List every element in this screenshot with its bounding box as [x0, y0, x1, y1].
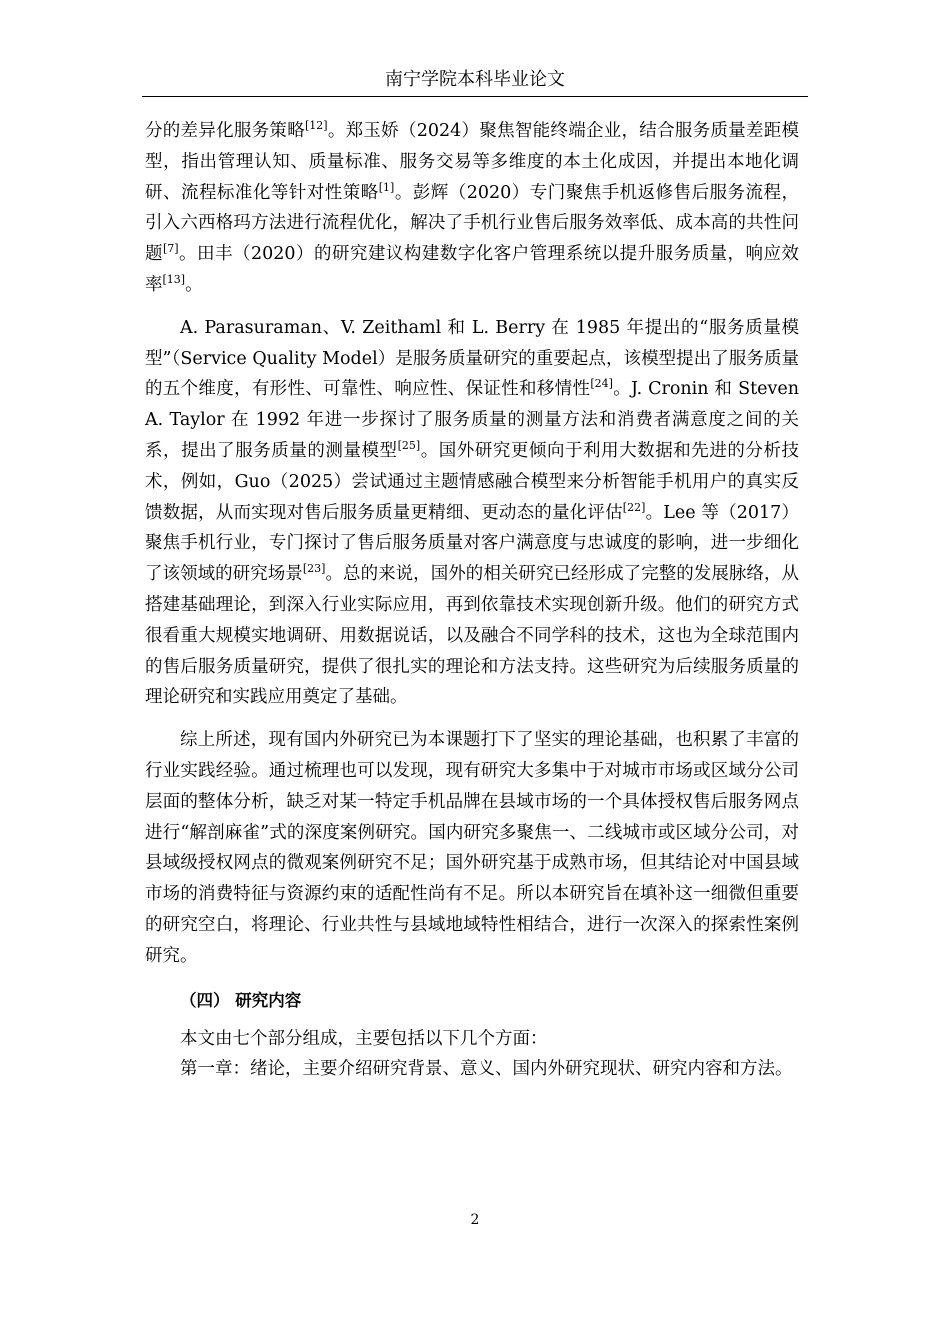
- paragraph-2-text: 。Lee 等（2017）聚焦手机行业，专门探讨了售后服务质量对客户满意度与忠诚度的影响，进一步细化了该领域的研究场景: [145, 502, 799, 585]
- citation-ref: [23]: [302, 562, 326, 576]
- citation-ref: [22]: [622, 500, 646, 514]
- citation-ref: [12]: [304, 119, 328, 133]
- paragraph-2-text: 。国外研究更倾向于利用大数据和先进的分析技术，例如，Guo（2025）尝试通过主题情感融合模型来分析智能手机用户的真实反馈数据，从而实现对售后服务质量更精细、更动态的量化评估: [145, 440, 799, 523]
- paragraph-2-text: A. Parasuraman、V. Zeithaml 和 L. Berry 在 1985 年提出的“服务质量模型”（Service Quality Model）是服务质量研究的重要起点，该模型提出了服务质量的五个维度，有形性、可靠性、响应性、保证性和移情性: [145, 317, 799, 400]
- section-heading: （四） 研究内容: [180, 990, 302, 1010]
- citation-ref: [1]: [378, 180, 395, 194]
- page-number: 2: [470, 1212, 480, 1228]
- paragraph-3: 综上所述，现有国内外研究已为本课题打下了坚实的理论基础，也积累了丰富的行业实践经验。通过梳理也可以发现，现有研究大多集中于对城市市场或区域分公司层面的整体分析，缺乏对某一特定手机品牌在县域市场的一个具体授权售后服务网点进行“解剖麻雀”式的深度案例研究。国内研究多聚焦一、二线城市或区域分公司，对县域级授权网点的微观案例研究不足；国外研究基于成熟市场，但其结论对中国县域市场的消费特征与资源约束的适配性尚有不足。所以本研究旨在填补这一细微但重要的研究空白，将理论、行业共性与县域地域特性相结合，进行一次深入的探索性案例研究。: [145, 730, 799, 966]
- paragraph-1-text: 。田丰（2020）的研究建议构建数字化客户管理系统以提升服务质量，响应效率: [145, 244, 799, 295]
- paragraph-5: 第一章：绪论，主要介绍研究背景、意义、国内外研究现状、研究内容和方法。: [180, 1059, 793, 1080]
- paragraph-2-text: 。总的来说，国外的相关研究已经形成了完整的发展脉络，从搭建基础理论，到深入行业实际应用，再到依靠技术实现创新升级。他们的研究方式很看重大规模实地调研、用数据说话，以及融合不同学科的技术，这也为全球范围内的售后服务质量研究，提供了很扎实的理论和方法支持。这些研究为后续服务质量的理论研究和实践应用奠定了基础。: [145, 564, 800, 708]
- citation-ref: [24]: [590, 377, 613, 391]
- paragraph-1-text: 。彭辉（2020）专门聚焦手机返修售后服务流程，引入六西格玛方法进行流程优化，解决了手机行业售后服务效率低、成本高的共性问题: [145, 182, 799, 265]
- citation-ref: [25]: [397, 439, 421, 453]
- running-header: 南宁学院本科毕业论文: [385, 69, 565, 90]
- paragraph-4: 本文由七个部分组成，主要包括以下几个方面：: [180, 1028, 548, 1049]
- citation-ref: [7]: [162, 242, 179, 256]
- paragraph-1-text: 。郑玉娇（2024）聚焦智能终端企业，结合服务质量差距模型，指出管理认知、质量标准、服务交易等多维度的本土化成因，并提出本地化调研、流程标准化等针对性策略: [145, 121, 799, 203]
- paragraph-2: [145, 313, 799, 713]
- paragraph-1: [145, 116, 799, 301]
- paragraph-1-text: 。: [185, 274, 203, 295]
- citation-ref: [13]: [162, 273, 186, 287]
- body-text: [145, 116, 799, 1085]
- header-rule: [142, 96, 808, 97]
- paragraph-1-text: 分的差异化服务策略: [145, 121, 305, 141]
- paragraph-2-text: 。J. Cronin 和 Steven A. Taylor 在 1992 年进一步探讨了服务质量的测量方法和消费者满意度之间的关系，提出了服务质量的测量模型: [145, 379, 800, 461]
